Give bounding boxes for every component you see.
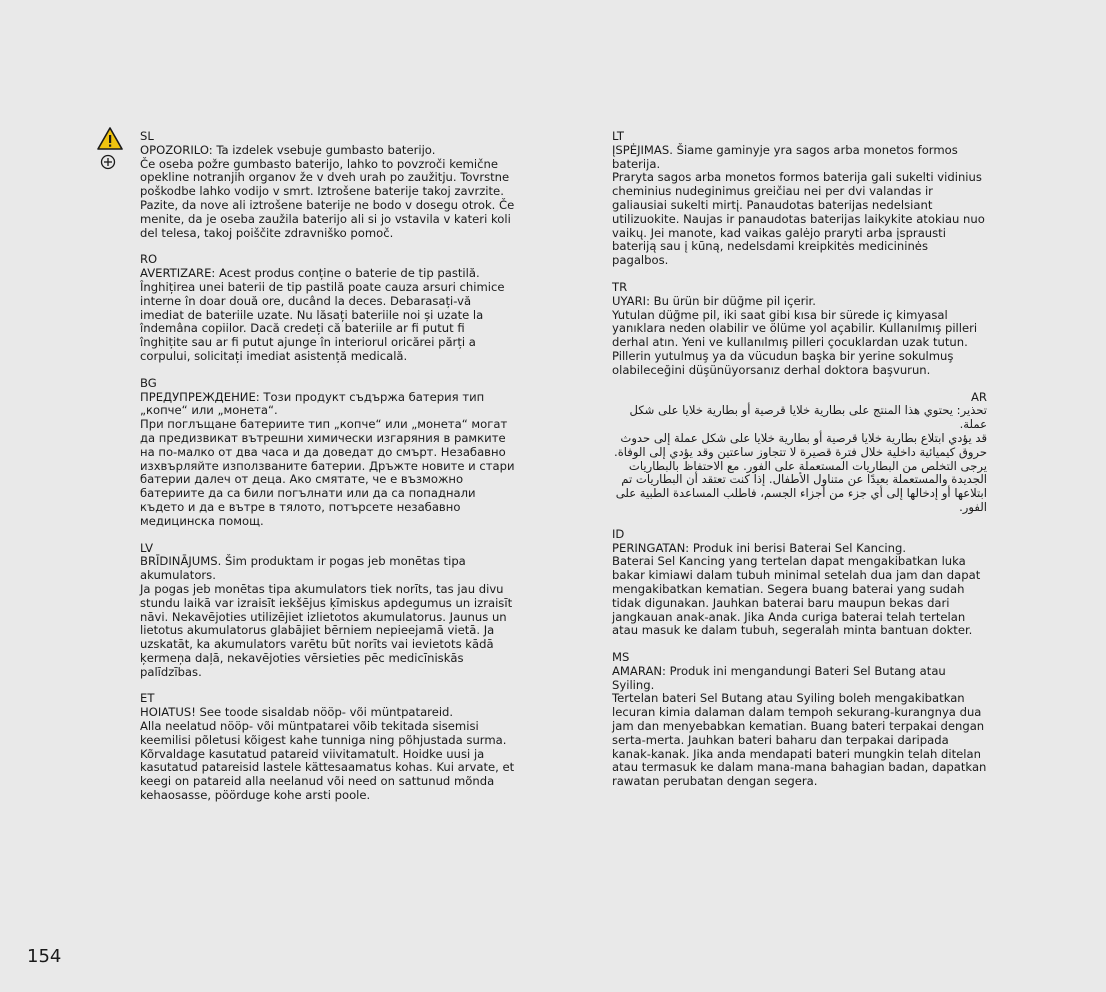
language-code: MS	[612, 650, 630, 665]
warning-body: قد يؤدي ابتلاع بطارية خلايا قرصية أو بطارية خلايا على شكل عملة إلى حدوث حروق كيميائية داخلية خلال فترة قصيرة لا تتجاوز ساعتين وقد يؤدي إلى الوفاة. يرجى التخلص من البطاريات المستعملة على الفور. مع الاحتفاظ بالبطاريات الجديدة والمستعملة بعيدًا عن متناول الأطفال. إذا كنت تعتقد أن البطاريات تم ابتلاعها أو إدخالها إلى أي جزء من أجزاء الجسم، فاطلب المساعدة الطبية على الفور.	[614, 430, 987, 514]
warning-body: При поглъщане батериите тип „копче“ или „монета“ могат да предизвикат вътрешни химически изгаряния в рамките на по-малко от два часа и да доведат до смърт. Незабавно изхвърляйте използваните батерии. Дръжте новите и стари батерии далеч от деца. Ако смятате, че е възможно батериите да са били погълнати или да са попаднали където и да е вътре в тялото, потърсете незабавно медицинска помощ.	[140, 417, 515, 528]
language-code: AR	[971, 389, 987, 404]
language-code: ET	[140, 691, 155, 706]
warning-body: Praryta sagos arba monetos formos baterija gali sukelti vidinius cheminius nudeginimus greičiau nei per dvi valandas ir galiausiai sukelti mirtį. Panaudotas baterijas nedelsiant utilizuokite. Naujas ir panaudotas baterijas laikykite atokiau nuo vaikų. Jei manote, kad vaikas galėjo praryti arba įsprausti bateriją sau į kūną, nedelsdami kreipkitės medicininės pagalbos.	[612, 170, 985, 268]
language-code: TR	[612, 279, 628, 294]
language-code: BG	[140, 375, 157, 390]
warning-body: Înghițirea unei baterii de tip pastilă poate cauza arsuri chimice interne în doar două ore, ducând la deces. Debarasați-vă imediat de bateriile uzate. Nu lăsați bateriile noi și uzate la îndemâna copiilor. Dacă credeți că bateriile ar fi putut fi înghițite sau ar fi putut ajunge în interiorul oricărei părți a corpului, solicitați imediat asistență medicală.	[140, 279, 505, 363]
section-ms	[612, 651, 987, 789]
coin-battery-icon	[97, 154, 123, 170]
warning-heading: تحذير: يحتوي هذا المنتج على بطارية خلايا قرصية أو بطارية خلايا على شكل عملة.	[629, 403, 987, 432]
warning-heading: AVERTIZARE: Acest produs conține o baterie de tip pastilă.	[140, 266, 480, 281]
section-ar	[612, 391, 987, 515]
page-number: 154	[27, 946, 62, 967]
right-column	[612, 130, 987, 802]
warning-heading: OPOZORILO: Ta izdelek vsebuje gumbasto baterijo.	[140, 142, 436, 157]
warning-body: Yutulan düğme pil, iki saat gibi kısa bir sürede iç kimyasal yanıklara neden olabilir ve ölüme yol açabilir. Kullanılmış pilleri derhal atın. Yeni ve kullanılmış pilleri çocuklardan uzak tutun. Pillerin yutulmuş ya da vücudun başka bir yerine sokulmuş olabileceğini düşünüyorsanız derhal doktora başvurun.	[612, 307, 978, 377]
warning-heading: PERINGATAN: Produk ini berisi Baterai Sel Kancing.	[612, 540, 907, 555]
section-bg	[140, 377, 515, 529]
warning-body: Tertelan bateri Sel Butang atau Syiling boleh mengakibatkan lecuran kimia dalaman dalam tempoh sekurang-kurangnya dua jam dan menyebabkan kematian. Buang bateri terpakai dengan serta-merta. Jauhkan bateri baharu dan terpakai daripada kanak-kanak. Jika anda mendapati bateri mungkin telah ditelan atau termasuk ke dalam mana-mana bahagian badan, dapatkan rawatan perubatan dengan segera.	[612, 691, 987, 789]
language-code: ID	[612, 526, 625, 541]
section-lv	[140, 542, 515, 680]
warning-heading: HOIATUS! See toode sisaldab nööp- või müntpatareid.	[140, 705, 454, 720]
warning-body: Baterai Sel Kancing yang tertelan dapat mengakibatkan luka bakar kimiawi dalam tubuh minimal setelah dua jam dan dapat mengakibatkan kematian. Segera buang baterai yang sudah tidak digunakan. Jauhkan baterai baru maupun bekas dari jangkauan anak-anak. Jika Anda curiga baterai telah tertelan atau masuk ke dalam tubuh, segeralah minta bantuan dokter.	[612, 554, 981, 638]
warning-heading: ПРЕДУПРЕЖДЕНИЕ: Този продукт съдържа батерия тип „копче“ или „монета“.	[140, 389, 485, 418]
left-column	[140, 130, 515, 816]
warning-heading: ĮSPĖJIMAS. Šiame gaminyje yra sagos arba monetos formos baterija.	[612, 142, 958, 171]
warning-heading: BRĪDINĀJUMS. Šim produktam ir pogas jeb monētas tipa akumulators.	[140, 554, 466, 583]
section-id	[612, 528, 987, 638]
warning-body: Alla neelatud nööp- või müntpatarei võib tekitada sisemisi keemilisi põletusi kõigest kahe tunniga ning põhjustada surma. Kõrvaldage kasutatud patareid viivitamatult. Hoidke uusi ja kasutatud patareisid lastele kättesaamatus kohas. Kui arvate, et keegi on patareid alla neelanud või need on sattunud mõnda kehaosasse, pöörduge kohe arsti poole.	[140, 719, 515, 803]
warning-heading: AMARAN: Produk ini mengandungi Bateri Sel Butang atau Syiling.	[612, 663, 946, 692]
section-ro	[140, 253, 515, 363]
section-sl	[140, 130, 515, 240]
section-tr	[612, 281, 987, 378]
warning-heading: UYARI: Bu ürün bir düğme pil içerir.	[612, 293, 816, 308]
warning-body: Če oseba požre gumbasto baterijo, lahko to povzroči kemične opekline notranjih organov že v dveh urah po zaužitju. Tovrstne poškodbe lahko vodijo v smrt. Iztrošene baterije takoj zavrzite. Pazite, da nove ali iztrošene baterije ne bodo v dosegu otrok. Če menite, da je oseba zaužila baterijo ali si jo vstavila v kateri koli del telesa, takoj poiščite zdravniško pomoč.	[140, 156, 515, 240]
language-code: LV	[140, 540, 154, 555]
language-code: LT	[612, 129, 624, 143]
language-code: SL	[140, 129, 154, 143]
section-lt	[612, 130, 987, 268]
warning-body: Ja pogas jeb monētas tipa akumulators tiek norīts, tas jau divu stundu laikā var izraisīt iekšējus ķīmiskus apdegumus un izraisīt nāvi. Nekavējoties utilizējiet izlietotos akumulatorus. Jaunus un lietotus akumulatorus glabājiet bērniem nepieejamā vietā. Ja uzskatāt, ka akumulators varētu būt norīts vai ievietots kādā ķermeņa daļā, nekavējoties vērsieties pēc medicīniskās palīdzības.	[140, 581, 513, 679]
warning-icons	[97, 127, 123, 175]
section-et	[140, 692, 515, 802]
language-code: RO	[140, 252, 158, 267]
